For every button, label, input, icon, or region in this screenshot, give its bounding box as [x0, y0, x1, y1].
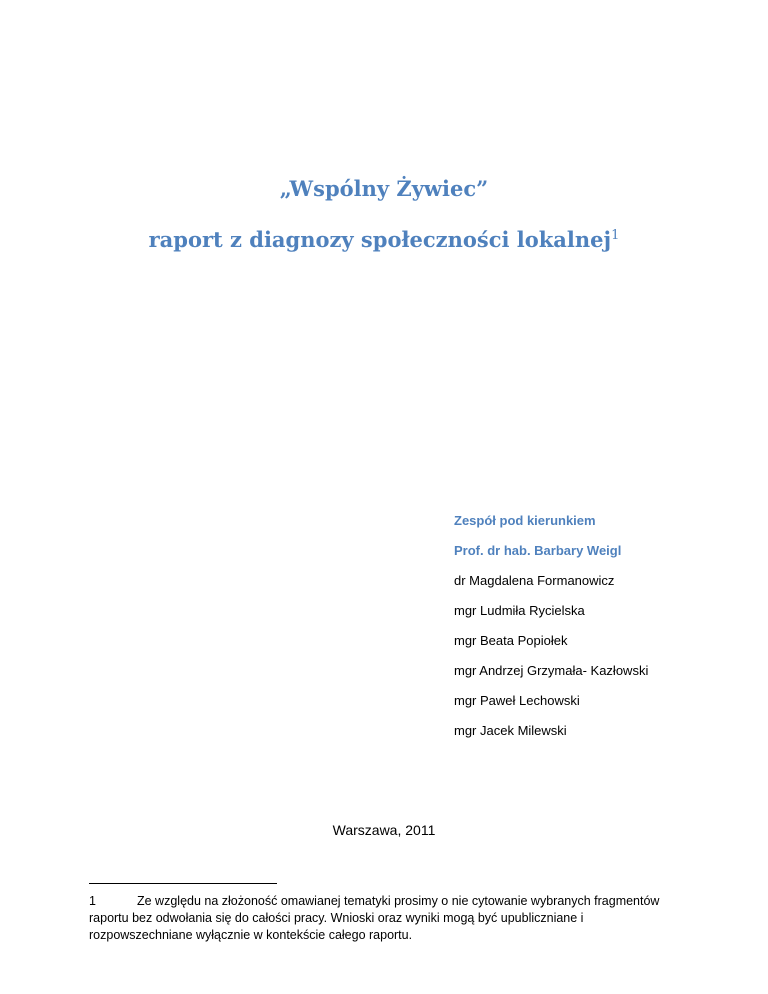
report-subtitle — [0, 227, 768, 252]
team-member: mgr Paweł Lechowski — [454, 693, 580, 708]
footnote-number: 1 — [89, 894, 96, 908]
footnote-reference[interactable]: 1 — [611, 228, 620, 243]
team-member: mgr Jacek Milewski — [454, 723, 567, 738]
team-heading: Zespół pod kierunkiem — [454, 513, 596, 528]
team-member: mgr Ludmiła Rycielska — [454, 603, 585, 618]
team-leader: Prof. dr hab. Barbary Weigl — [454, 543, 622, 558]
report-subtitle-text: raport z diagnozy społeczności lokalnej — [148, 227, 612, 252]
report-title-text: „Wspólny Żywiec” — [279, 176, 489, 201]
footnote — [89, 893, 689, 944]
team-member: mgr Andrzej Grzymała- Kazłowski — [454, 663, 649, 678]
report-title — [0, 176, 768, 201]
team-member: mgr Beata Popiołek — [454, 633, 568, 648]
team-block — [454, 512, 754, 752]
footnote-text: Ze względu na złożoność omawianej tematyki prosimy o nie cytowanie wybranych fragmentów raportu bez odwołania się do całości pracy. Wnioski oraz wyniki mogą być upubliczniane i rozpowszechniane wyłącznie w kontekście całego raportu. — [89, 894, 660, 942]
place-and-date: Warszawa, 2011 — [332, 822, 436, 838]
footnote-separator — [89, 883, 277, 884]
team-member: dr Magdalena Formanowicz — [454, 573, 615, 588]
